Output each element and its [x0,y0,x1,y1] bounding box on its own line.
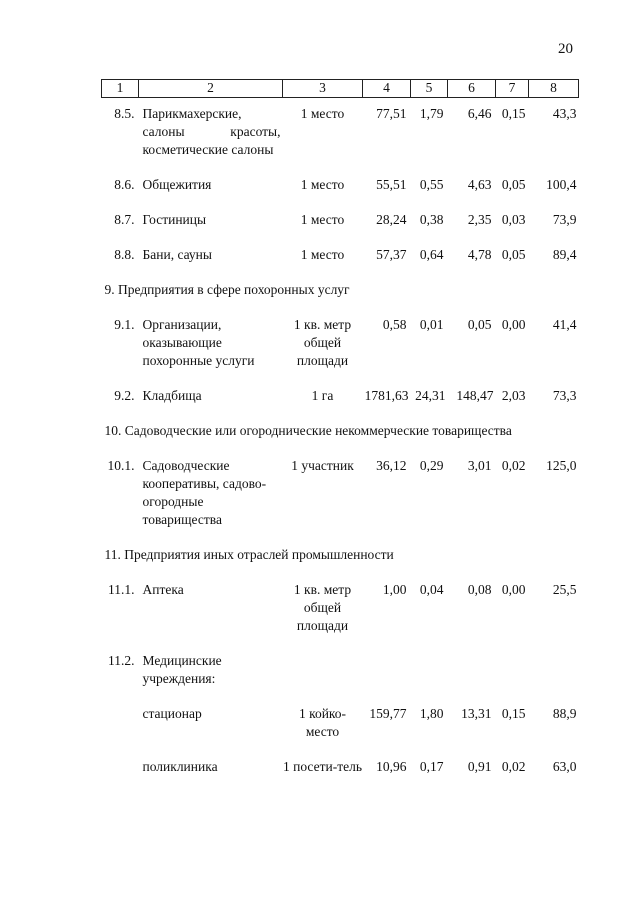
row-code: 11.2. [108,653,135,668]
table-row [102,457,579,529]
row-unit: 1 место [300,247,345,262]
row-unit: 1 посети-тель [283,759,362,774]
table-row [102,246,579,264]
section-heading-row [102,422,579,440]
cell-value: 0,05 [501,177,526,192]
row-name: поликлиника [142,759,218,774]
cell-value: 0,15 [501,706,526,721]
header-cell: 1 [102,80,139,98]
header-cell: 7 [496,80,529,98]
row-name: Гостиницы [142,212,207,227]
row-unit: 1 кв. метр общей площади [293,317,352,368]
cell-value: 0,08 [467,582,492,597]
cell-value: 77,51 [376,106,407,121]
row-name: Медицинские учреждения: [142,653,222,686]
cell-value: 4,63 [467,177,492,192]
cell-value: 1,80 [419,706,444,721]
header-cell: 2 [139,80,283,98]
row-code: 10.1. [107,458,135,473]
cell-value: 0,00 [501,582,526,597]
row-name: Парикмахерские, салоны красоты, косметические салоны [142,106,281,157]
row-name: Бани, сауны [142,247,212,262]
cell-value: 10,96 [376,759,407,774]
cell-value: 0,91 [467,759,492,774]
row-code: 9.2. [114,388,135,403]
cell-value: 89,4 [552,247,577,262]
row-code: 8.7. [114,212,135,227]
cell-value: 0,05 [467,317,492,332]
cell-value: 0,05 [501,247,526,262]
row-unit: 1 кв. метр общей площади [293,582,352,633]
row-code: 8.5. [114,106,135,121]
row-name: Садоводческие кооперативы, садово-огородные товарищества [142,458,267,527]
section-heading: 10. Садоводческие или огороднические некоммерческие товарищества [104,423,512,438]
cell-value: 28,24 [376,212,407,227]
cell-value: 73,3 [552,388,577,403]
row-unit: 1 место [300,177,345,192]
section-heading-row [102,281,579,299]
cell-value: 24,31 [415,388,446,403]
cell-value: 148,47 [456,388,494,403]
cell-value: 0,02 [501,759,526,774]
cell-value: 0,29 [419,458,444,473]
cell-value: 63,0 [552,759,577,774]
header-cell: 4 [363,80,411,98]
cell-value: 2,35 [467,212,492,227]
cell-value: 1,00 [382,582,407,597]
cell-value: 0,38 [419,212,444,227]
cell-value: 0,15 [501,106,526,121]
row-name: Общежития [142,177,212,192]
row-unit: 1 га [311,388,334,403]
cell-value: 6,46 [467,106,492,121]
cell-value: 43,3 [552,106,577,121]
cell-value: 4,78 [467,247,492,262]
table-row [102,387,579,405]
row-unit: 1 место [300,106,345,121]
row-code: 9.1. [114,317,135,332]
cell-value: 0,03 [501,212,526,227]
row-unit: 1 койко-место [298,706,347,739]
row-name: Кладбища [142,388,202,403]
table-row [102,758,579,776]
header-cell: 6 [448,80,496,98]
section-heading: 11. Предприятия иных отраслей промышленности [104,547,394,562]
table-row [102,176,579,194]
cell-value: 0,17 [419,759,444,774]
norms-table [101,79,579,776]
table-row [102,652,579,688]
table-row [102,211,579,229]
cell-value: 3,01 [467,458,492,473]
row-name: стационар [142,706,202,721]
cell-value: 0,00 [501,317,526,332]
table-row [102,705,579,741]
table-row [102,581,579,635]
cell-value: 13,31 [461,706,492,721]
header-cell: 5 [411,80,448,98]
cell-value: 41,4 [552,317,577,332]
cell-value: 1781,63 [364,388,409,403]
cell-value: 2,03 [501,388,526,403]
cell-value: 0,55 [419,177,444,192]
cell-value: 0,01 [419,317,444,332]
row-code: 8.8. [114,247,135,262]
row-code: 11.1. [108,582,135,597]
table-row [102,316,579,370]
cell-value: 0,02 [501,458,526,473]
cell-value: 36,12 [376,458,407,473]
cell-value: 1,79 [419,106,444,121]
cell-value: 159,77 [369,706,407,721]
cell-value: 57,37 [376,247,407,262]
cell-value: 25,5 [552,582,577,597]
header-row [102,80,579,98]
page-number: 20 [558,41,573,57]
cell-value: 55,51 [376,177,407,192]
header-cell: 3 [283,80,363,98]
row-unit: 1 место [300,212,345,227]
cell-value: 0,64 [419,247,444,262]
row-unit: 1 участник [291,458,354,473]
header-cell: 8 [529,80,579,98]
section-heading: 9. Предприятия в сфере похоронных услуг [104,282,350,297]
cell-value: 0,04 [419,582,444,597]
row-name: Организации, оказывающие похоронные услуги [142,317,255,368]
row-name: Аптека [142,582,184,597]
section-heading-row [102,546,579,564]
cell-value: 125,0 [546,458,577,473]
cell-value: 88,9 [552,706,577,721]
table-row [102,105,579,159]
row-code: 8.6. [114,177,135,192]
cell-value: 100,4 [546,177,577,192]
cell-value: 73,9 [552,212,577,227]
cell-value: 0,58 [382,317,407,332]
